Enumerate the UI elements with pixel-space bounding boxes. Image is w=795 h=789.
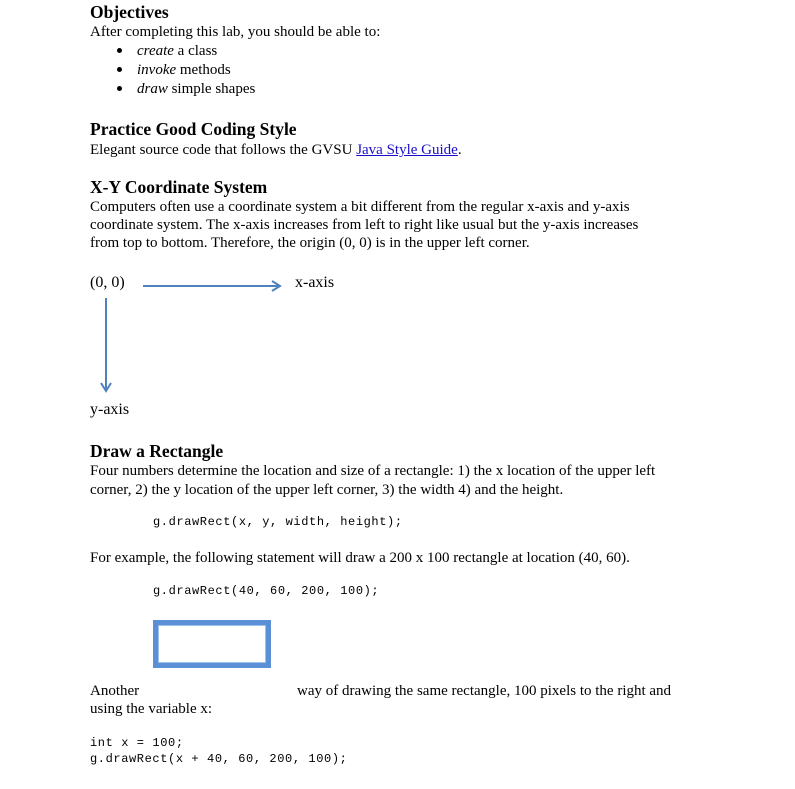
objectives-heading: Objectives <box>90 2 169 22</box>
objective-item: draw simple shapes <box>137 81 256 97</box>
y-axis-arrow <box>101 298 111 391</box>
objectives-intro: After completing this lab, you should be able to: <box>90 24 381 40</box>
another-line2: using the variable x: <box>90 701 213 717</box>
another-word: Another <box>90 683 140 699</box>
objective-item: invoke methods <box>137 62 231 78</box>
coords-line: from top to bottom. Therefore, the origin (0, 0) is in the upper left corner. <box>90 235 530 251</box>
x-axis-label: x-axis <box>295 274 335 291</box>
coords-line: Computers often use a coordinate system a bit different from the regular x-axis and y-axis <box>90 199 630 215</box>
rect-line: Four numbers determine the location and size of a rectangle: 1) the x location of the upper left <box>90 463 656 479</box>
style-text: Elegant source code that follows the GVSU Java Style Guide. <box>90 142 462 158</box>
example-text: For example, the following statement will draw a 200 x 100 rectangle at location (40, 60). <box>90 550 630 566</box>
y-axis-label: y-axis <box>90 401 130 418</box>
rect-heading: Draw a Rectangle <box>90 441 224 461</box>
rect-line: corner, 2) the y location of the upper left corner, 3) the width 4) and the height. <box>90 482 564 498</box>
code-line: int x = 100; <box>90 736 184 750</box>
another-rest: way of drawing the same rectangle, 100 pixels to the right and <box>297 683 672 699</box>
java-style-guide-link[interactable]: Java Style Guide <box>356 142 458 158</box>
example-rectangle <box>153 620 271 668</box>
origin-label: (0, 0) <box>90 274 125 291</box>
coords-heading: X-Y Coordinate System <box>90 177 268 197</box>
x-axis-arrow <box>143 281 280 291</box>
objective-item: create a class <box>137 43 218 59</box>
coords-line: coordinate system. The x-axis increases from left to right like usual but the y-axis increases <box>90 217 639 233</box>
code-example: g.drawRect(40, 60, 200, 100); <box>153 584 380 598</box>
style-heading: Practice Good Coding Style <box>90 119 297 139</box>
code-line: g.drawRect(x + 40, 60, 200, 100); <box>90 752 348 766</box>
code-signature: g.drawRect(x, y, width, height); <box>153 515 403 529</box>
